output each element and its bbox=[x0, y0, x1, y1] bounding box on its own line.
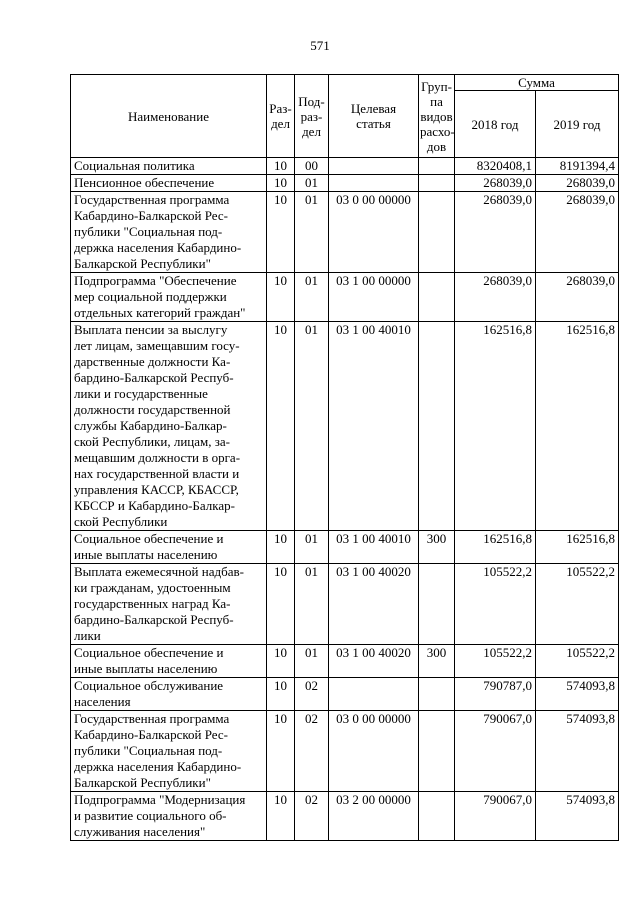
row-razdel: 10 bbox=[267, 175, 295, 192]
row-sum-2018: 790067,0 bbox=[455, 792, 536, 841]
row-sum-2018: 268039,0 bbox=[455, 175, 536, 192]
table-row bbox=[71, 564, 619, 645]
row-expense-group bbox=[419, 158, 455, 175]
row-expense-group bbox=[419, 792, 455, 841]
row-podrazdel: 00 bbox=[295, 158, 329, 175]
row-razdel: 10 bbox=[267, 273, 295, 322]
table-row bbox=[71, 678, 619, 711]
row-name: Выплата пенсии за выслугу лет лицам, замещавшим госу- дарственные должности Ка- бардино-Балкарской Респуб- лики и государственные должности государственной службы Кабардино-Балкар- ской Республики, лицам, за- мещавшим должности в орга- нах государственной власти и управления КАССР, КБАССР, КБССР и Кабардино-Балкар- ской Республики bbox=[71, 322, 267, 531]
row-sum-2019: 268039,0 bbox=[536, 273, 619, 322]
row-expense-group: 300 bbox=[419, 531, 455, 564]
row-sum-2019: 574093,8 bbox=[536, 711, 619, 792]
row-expense-group bbox=[419, 322, 455, 531]
row-target-article: 03 1 00 00000 bbox=[329, 273, 419, 322]
row-sum-2019: 162516,8 bbox=[536, 531, 619, 564]
row-podrazdel: 02 bbox=[295, 792, 329, 841]
row-sum-2019: 268039,0 bbox=[536, 175, 619, 192]
table-row bbox=[71, 175, 619, 192]
row-razdel: 10 bbox=[267, 645, 295, 678]
row-name: Государственная программа Кабардино-Балкарской Рес- публики "Социальная под- держка населения Кабардино- Балкарской Республики" bbox=[71, 192, 267, 273]
table-row bbox=[71, 158, 619, 175]
row-target-article: 03 1 00 40020 bbox=[329, 645, 419, 678]
row-sum-2019: 8191394,4 bbox=[536, 158, 619, 175]
row-name: Выплата ежемесячной надбав- ки гражданам, удостоенным государственных наград Ка- бардино-Балкарской Респуб- лики bbox=[71, 564, 267, 645]
row-name: Социальное обеспечение и иные выплаты населению bbox=[71, 531, 267, 564]
table-row bbox=[71, 322, 619, 531]
row-sum-2018: 790787,0 bbox=[455, 678, 536, 711]
table-row bbox=[71, 531, 619, 564]
row-podrazdel: 01 bbox=[295, 175, 329, 192]
row-expense-group bbox=[419, 192, 455, 273]
row-expense-group bbox=[419, 564, 455, 645]
row-sum-2018: 8320408,1 bbox=[455, 158, 536, 175]
table-row bbox=[71, 711, 619, 792]
header-year-2018: 2018 год bbox=[455, 91, 536, 158]
row-razdel: 10 bbox=[267, 792, 295, 841]
row-sum-2019: 268039,0 bbox=[536, 192, 619, 273]
row-target-article: 03 2 00 00000 bbox=[329, 792, 419, 841]
row-razdel: 10 bbox=[267, 192, 295, 273]
row-name: Подпрограмма "Модернизация и развитие социального об- служивания населения" bbox=[71, 792, 267, 841]
header-expense-group: Груп- па видов расхо- дов bbox=[419, 75, 455, 158]
header-razdel: Раз- дел bbox=[267, 75, 295, 158]
row-target-article bbox=[329, 678, 419, 711]
row-podrazdel: 01 bbox=[295, 192, 329, 273]
row-sum-2019: 105522,2 bbox=[536, 564, 619, 645]
row-podrazdel: 02 bbox=[295, 711, 329, 792]
row-target-article: 03 1 00 40020 bbox=[329, 564, 419, 645]
table-row bbox=[71, 273, 619, 322]
row-razdel: 10 bbox=[267, 564, 295, 645]
row-sum-2019: 574093,8 bbox=[536, 678, 619, 711]
row-razdel: 10 bbox=[267, 158, 295, 175]
table-header bbox=[71, 75, 619, 158]
row-target-article bbox=[329, 175, 419, 192]
row-sum-2018: 790067,0 bbox=[455, 711, 536, 792]
row-sum-2018: 268039,0 bbox=[455, 192, 536, 273]
row-podrazdel: 01 bbox=[295, 322, 329, 531]
table-row bbox=[71, 192, 619, 273]
row-sum-2019: 105522,2 bbox=[536, 645, 619, 678]
header-target-article: Целевая статья bbox=[329, 75, 419, 158]
header-podrazdel: Под- раз- дел bbox=[295, 75, 329, 158]
header-name: Наименование bbox=[71, 75, 267, 158]
row-razdel: 10 bbox=[267, 322, 295, 531]
row-expense-group bbox=[419, 175, 455, 192]
row-razdel: 10 bbox=[267, 678, 295, 711]
page-number: 571 bbox=[310, 38, 330, 53]
row-podrazdel: 01 bbox=[295, 273, 329, 322]
row-sum-2018: 105522,2 bbox=[455, 564, 536, 645]
row-sum-2018: 105522,2 bbox=[455, 645, 536, 678]
row-expense-group bbox=[419, 273, 455, 322]
table-row bbox=[71, 792, 619, 841]
row-sum-2018: 162516,8 bbox=[455, 322, 536, 531]
budget-table bbox=[70, 74, 619, 841]
row-razdel: 10 bbox=[267, 711, 295, 792]
row-name: Подпрограмма "Обеспечение мер социальной поддержки отдельных категорий граждан" bbox=[71, 273, 267, 322]
row-razdel: 10 bbox=[267, 531, 295, 564]
row-sum-2019: 574093,8 bbox=[536, 792, 619, 841]
row-sum-2018: 162516,8 bbox=[455, 531, 536, 564]
row-name: Государственная программа Кабардино-Балкарской Рес- публики "Социальная под- держка населения Кабардино- Балкарской Республики" bbox=[71, 711, 267, 792]
table-row bbox=[71, 645, 619, 678]
header-year-2019: 2019 год bbox=[536, 91, 619, 158]
row-target-article: 03 0 00 00000 bbox=[329, 192, 419, 273]
row-expense-group: 300 bbox=[419, 645, 455, 678]
header-sum: Сумма bbox=[455, 75, 619, 91]
row-target-article: 03 0 00 00000 bbox=[329, 711, 419, 792]
row-sum-2019: 162516,8 bbox=[536, 322, 619, 531]
row-podrazdel: 01 bbox=[295, 564, 329, 645]
row-expense-group bbox=[419, 678, 455, 711]
row-podrazdel: 01 bbox=[295, 645, 329, 678]
row-name: Социальное обеспечение и иные выплаты населению bbox=[71, 645, 267, 678]
row-sum-2018: 268039,0 bbox=[455, 273, 536, 322]
row-target-article: 03 1 00 40010 bbox=[329, 531, 419, 564]
row-podrazdel: 01 bbox=[295, 531, 329, 564]
row-target-article: 03 1 00 40010 bbox=[329, 322, 419, 531]
row-name: Пенсионное обеспечение bbox=[71, 175, 267, 192]
row-name: Социальное обслуживание населения bbox=[71, 678, 267, 711]
table-body bbox=[71, 158, 619, 841]
row-podrazdel: 02 bbox=[295, 678, 329, 711]
row-name: Социальная политика bbox=[71, 158, 267, 175]
row-expense-group bbox=[419, 711, 455, 792]
row-target-article bbox=[329, 158, 419, 175]
